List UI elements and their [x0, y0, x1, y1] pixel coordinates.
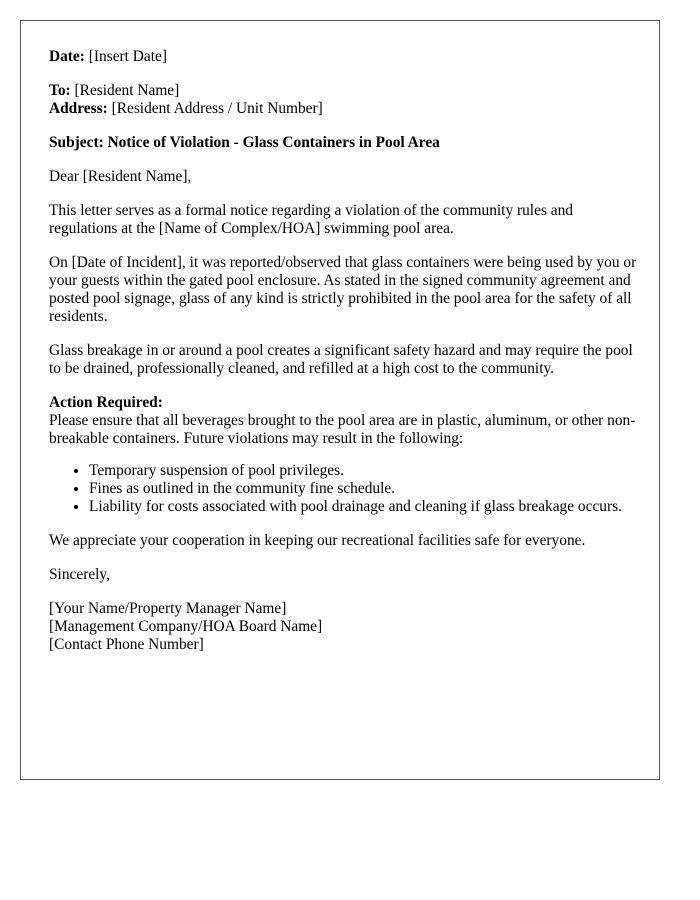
letter-page	[20, 20, 660, 780]
signoff: Sincerely,	[49, 566, 110, 583]
list-item: • Temporary suspension of pool privileges.	[89, 462, 639, 480]
signature-company: [Management Company/HOA Board Name]	[49, 618, 323, 635]
letter-body	[49, 48, 639, 670]
hazard-paragraph: Glass breakage in or around a pool creates a significant safety hazard and may require the pool to be drained, professionally cleaned, and refilled at a high cost to the community.	[49, 342, 633, 377]
signature-phone: [Contact Phone Number]	[49, 636, 204, 653]
action-section	[49, 394, 639, 448]
to-line	[49, 82, 639, 100]
intro-paragraph: This letter serves as a formal notice regarding a violation of the community rules and regulations at the [Name of Complex/HOA] swimming pool area.	[49, 202, 573, 237]
recipient-block	[49, 82, 639, 118]
consequences-list	[49, 462, 639, 516]
subject-line: Subject: Notice of Violation - Glass Containers in Pool Area	[49, 134, 440, 151]
salutation: Dear [Resident Name],	[49, 168, 192, 185]
date-value: [Insert Date]	[88, 48, 167, 65]
date-line	[49, 48, 639, 66]
list-item: • Liability for costs associated with pool drainage and cleaning if glass breakage occurs.	[89, 498, 639, 516]
address-line	[49, 100, 639, 118]
address-value: [Resident Address / Unit Number]	[111, 100, 323, 117]
to-label: To:	[49, 82, 71, 99]
date-label: Date:	[49, 48, 85, 65]
list-item: • Fines as outlined in the community fine schedule.	[89, 480, 639, 498]
action-heading: Action Required:	[49, 394, 163, 411]
incident-paragraph: On [Date of Incident], it was reported/observed that glass containers were being used by you or your guests within the gated pool enclosure. As stated in the signed community agreement and posted pool signage, glass of any kind is strictly prohibited in the pool area for the safety of all residents.	[49, 254, 637, 325]
action-text: Please ensure that all beverages brought to the pool area are in plastic, aluminum, or other non-breakable containers. Future violations may result in the following:	[49, 412, 636, 447]
signature-name: [Your Name/Property Manager Name]	[49, 600, 287, 617]
to-value: [Resident Name]	[74, 82, 180, 99]
signature-block	[49, 600, 639, 654]
address-label: Address:	[49, 100, 108, 117]
closing-paragraph: We appreciate your cooperation in keeping our recreational facilities safe for everyone.	[49, 532, 586, 549]
